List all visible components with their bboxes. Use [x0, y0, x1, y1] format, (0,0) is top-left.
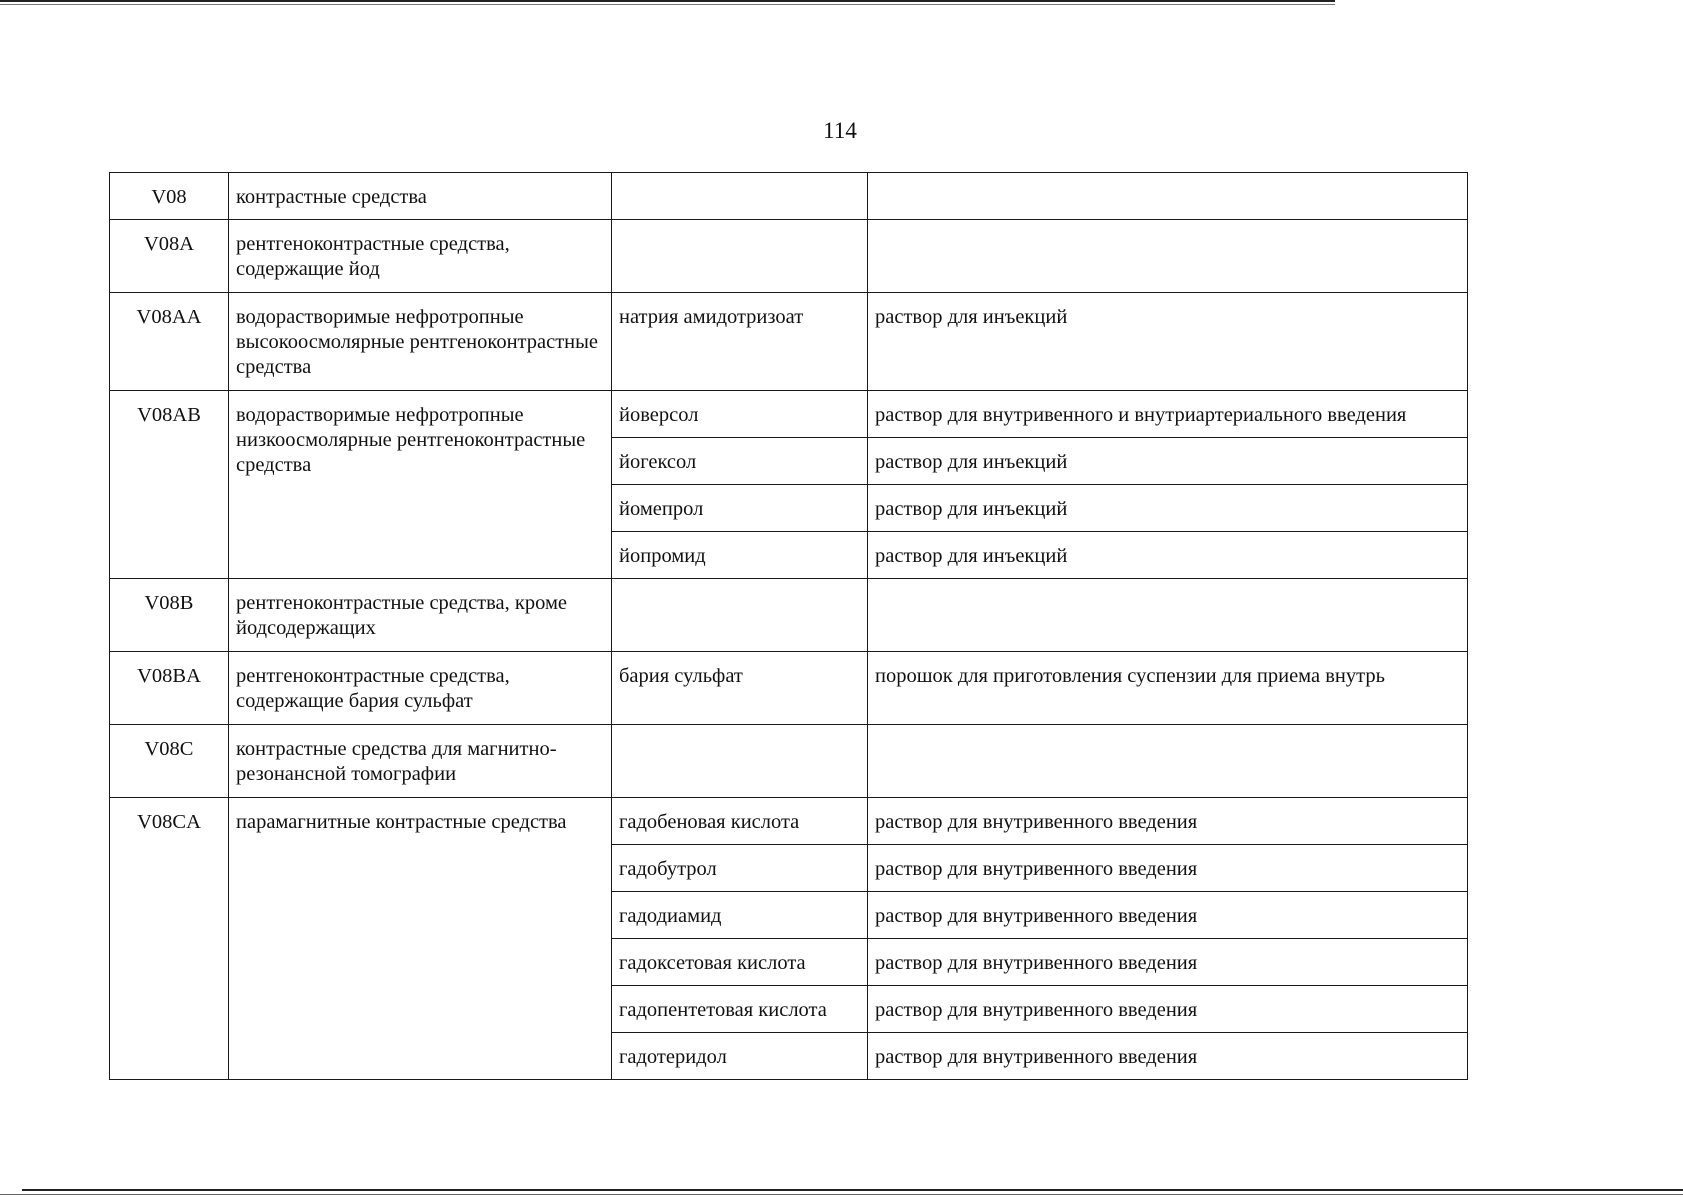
drug-name-cell: гадобутрол — [612, 845, 868, 892]
dosage-form-cell: раствор для внутривенного введения — [868, 845, 1468, 892]
drug-name-cell — [612, 725, 868, 798]
atc-group-cell: рентгеноконтрастные средства, кроме йодсодержащих — [229, 579, 612, 652]
drug-name-cell — [612, 579, 868, 652]
atc-group-cell: контрастные средства для магнитно-резонансной томографии — [229, 725, 612, 798]
atc-code-cell: V08B — [110, 579, 229, 652]
drug-name-cell — [612, 173, 868, 220]
atc-group-cell: парамагнитные контрастные средства — [229, 798, 612, 1080]
table-row — [110, 579, 1468, 652]
drug-name-cell: натрия амидотризоат — [612, 293, 868, 391]
dosage-form-cell: раствор для инъекций — [868, 532, 1468, 579]
dosage-form-cell: раствор для внутривенного введения — [868, 939, 1468, 986]
atc-group-cell: рентгеноконтрастные средства, содержащие бария сульфат — [229, 652, 612, 725]
atc-code-cell: V08AA — [110, 293, 229, 391]
dosage-form-cell — [868, 173, 1468, 220]
table-row — [110, 652, 1468, 725]
dosage-form-cell: раствор для инъекций — [868, 438, 1468, 485]
drug-name-cell: гадотеридол — [612, 1033, 868, 1080]
atc-group-cell: рентгеноконтрастные средства, содержащие йод — [229, 220, 612, 293]
dosage-form-cell: раствор для инъекций — [868, 293, 1468, 391]
drug-name-cell: йоверсол — [612, 391, 868, 438]
atc-code-cell: V08BA — [110, 652, 229, 725]
dosage-form-cell: раствор для инъекций — [868, 485, 1468, 532]
page-number: 114 — [823, 118, 857, 143]
table-row — [110, 798, 1468, 845]
scan-edge-bottom-thin — [0, 1194, 1683, 1195]
drug-name-cell: гадоксетовая кислота — [612, 939, 868, 986]
dosage-form-cell — [868, 579, 1468, 652]
dosage-form-cell: раствор для внутривенного введения — [868, 986, 1468, 1033]
dosage-form-cell: порошок для приготовления суспензии для приема внутрь — [868, 652, 1468, 725]
drug-name-cell: бария сульфат — [612, 652, 868, 725]
dosage-form-cell: раствор для внутривенного и внутриартериального введения — [868, 391, 1468, 438]
drug-name-cell: йопромид — [612, 532, 868, 579]
table-row — [110, 293, 1468, 391]
scan-edge-bottom — [22, 1189, 1683, 1191]
drug-name-cell: йогексол — [612, 438, 868, 485]
drug-name-cell: гадобеновая кислота — [612, 798, 868, 845]
atc-group-cell: контрастные средства — [229, 173, 612, 220]
drug-name-cell: йомепрол — [612, 485, 868, 532]
drug-name-cell — [612, 220, 868, 293]
table-row — [110, 391, 1468, 438]
scan-edge-top-thin — [0, 4, 1335, 5]
table-row — [110, 725, 1468, 798]
atc-code-cell: V08AB — [110, 391, 229, 579]
drug-name-cell: гадопентетовая кислота — [612, 986, 868, 1033]
atc-code-cell: V08 — [110, 173, 229, 220]
dosage-form-cell — [868, 725, 1468, 798]
atc-code-cell: V08A — [110, 220, 229, 293]
drug-classification-table — [109, 172, 1468, 1080]
atc-group-cell: водорастворимые нефротропные низкоосмолярные рентгеноконтрастные средства — [229, 391, 612, 579]
table-row — [110, 173, 1468, 220]
scan-edge-top — [0, 0, 1335, 2]
atc-code-cell: V08CA — [110, 798, 229, 1080]
drug-name-cell: гадодиамид — [612, 892, 868, 939]
atc-code-cell: V08C — [110, 725, 229, 798]
table-row — [110, 220, 1468, 293]
dosage-form-cell: раствор для внутривенного введения — [868, 798, 1468, 845]
atc-group-cell: водорастворимые нефротропные высокоосмолярные рентгеноконтрастные средства — [229, 293, 612, 391]
dosage-form-cell: раствор для внутривенного введения — [868, 1033, 1468, 1080]
dosage-form-cell: раствор для внутривенного введения — [868, 892, 1468, 939]
dosage-form-cell — [868, 220, 1468, 293]
